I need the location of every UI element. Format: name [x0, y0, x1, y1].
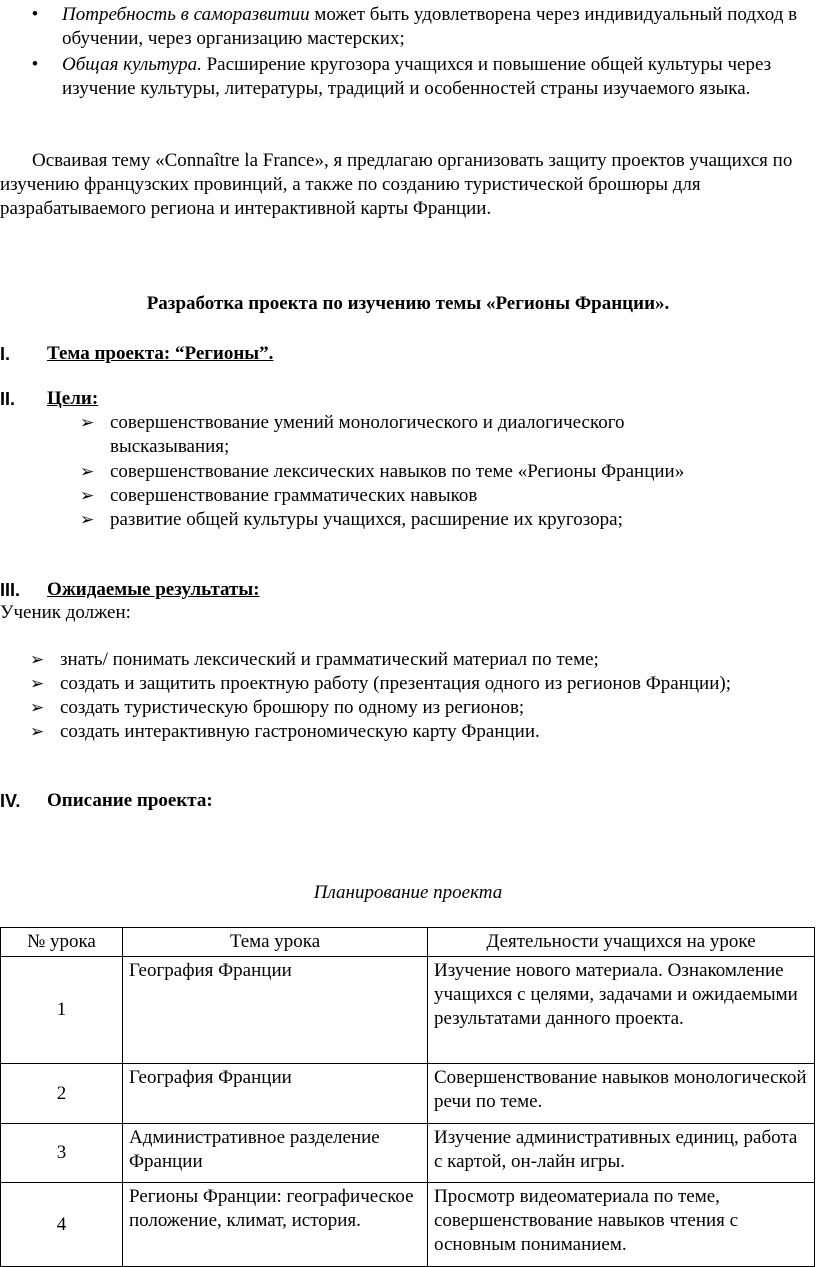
result-text: знать/ понимать лексический и грамматический материал по теме;: [60, 649, 599, 670]
lesson-number: 1: [1, 957, 123, 1064]
plan-caption: Планирование проекта: [313, 882, 503, 903]
plan-table: [0, 927, 815, 1267]
goal-text: совершенствование умений монологического и диалогического высказывания;: [110, 412, 625, 457]
section-label: Описание проекта:: [47, 790, 213, 811]
goal-text: развитие общей культуры учащихся, расширение их кругозора;: [110, 509, 623, 530]
table-row: [1, 1064, 815, 1124]
section-number: I.: [0, 344, 11, 364]
bullet-item: [28, 3, 808, 51]
arrow-bullet-icon: ➢: [30, 722, 45, 742]
student-must: Ученик должен:: [0, 602, 131, 623]
bullet-text: может быть удовлетворена через индивидуальный подход в обучении, через организацию мастерских;: [62, 4, 798, 49]
arrow-bullet-icon: ➢: [80, 413, 95, 433]
bullet-text: Расширение кругозора учащихся и повышение общей культуры через изучение культуры, литературы, традиций и особенностей страны изучаемого языка.: [62, 54, 772, 99]
bullet-dot: •: [31, 4, 39, 25]
goal-item: [80, 460, 816, 484]
result-text: создать туристическую брошюру по одному из регионов;: [60, 697, 525, 718]
result-item: [30, 648, 790, 672]
lesson-activity: Изучение административных единиц, работа с картой, он-лайн игры.: [428, 1124, 815, 1183]
arrow-bullet-icon: ➢: [80, 510, 95, 530]
bullet-dot: •: [31, 54, 39, 75]
result-text: создать и защитить проектную работу (презентация одного из регионов Франции);: [60, 673, 731, 694]
goal-text: совершенствование лексических навыков по теме «Регионы Франции»: [110, 461, 685, 482]
lesson-number: 2: [1, 1064, 123, 1124]
lesson-number: 4: [1, 1183, 123, 1267]
result-item: [30, 696, 790, 720]
section-label: Ожидаемые результаты:: [47, 579, 260, 600]
lesson-topic: География Франции: [123, 957, 428, 1064]
arrow-bullet-icon: ➢: [30, 698, 45, 718]
lesson-topic: География Франции: [123, 1064, 428, 1124]
header-activities: Деятельности учащихся на уроке: [428, 928, 815, 957]
table-row: [1, 1124, 815, 1183]
intro-paragraph: Осваивая тему «Connaître la France», я предлагаю организовать защиту проектов учащихся по изучению французских провинций, а также по созданию туристической брошюры для разрабатываемого региона и интерактивной карты Франции.: [0, 150, 793, 219]
goal-item: [80, 508, 816, 532]
section-number: III.: [0, 580, 21, 600]
lesson-activity: Просмотр видеоматериала по теме, совершенствование навыков чтения с основным пониманием.: [428, 1183, 815, 1267]
section-number: IV.: [0, 791, 21, 811]
header-lesson-topic: Тема урока: [123, 928, 428, 957]
bullet-title: Общая культура.: [62, 54, 202, 75]
arrow-bullet-icon: ➢: [80, 462, 95, 482]
section-number: II.: [0, 389, 16, 409]
lesson-activity: Изучение нового материала. Ознакомление учащихся с целями, задачами и ожидаемыми результатами данного проекта.: [428, 957, 815, 1064]
goal-text: совершенствование грамматических навыков: [110, 485, 478, 506]
goal-item: [80, 484, 816, 508]
section-label: Цели:: [47, 388, 99, 409]
arrow-bullet-icon: ➢: [30, 650, 45, 670]
lesson-topic: Административное разделение Франции: [123, 1124, 428, 1183]
lesson-number: 3: [1, 1124, 123, 1183]
bullet-title: Потребность в саморазвитии: [62, 4, 310, 25]
table-header-row: [1, 928, 815, 957]
header-lesson-number: № урока: [1, 928, 123, 957]
arrow-bullet-icon: ➢: [30, 674, 45, 694]
lesson-topic: Регионы Франции: географическое положение, климат, история.: [123, 1183, 428, 1267]
lesson-activity: Совершенствование навыков монологической речи по теме.: [428, 1064, 815, 1124]
arrow-bullet-icon: ➢: [80, 486, 95, 506]
bullet-item: [28, 53, 808, 101]
result-item: [30, 672, 816, 696]
table-row: [1, 1183, 815, 1267]
section-heading: Разработка проекта по изучению темы «Регионы Франции».: [146, 293, 670, 314]
result-text: создать интерактивную гастрономическую карту Франции.: [60, 721, 540, 742]
result-item: [30, 720, 790, 744]
table-row: [1, 957, 815, 1064]
goal-item: [80, 411, 700, 459]
section-label: Тема проекта: “Регионы”.: [47, 343, 274, 364]
